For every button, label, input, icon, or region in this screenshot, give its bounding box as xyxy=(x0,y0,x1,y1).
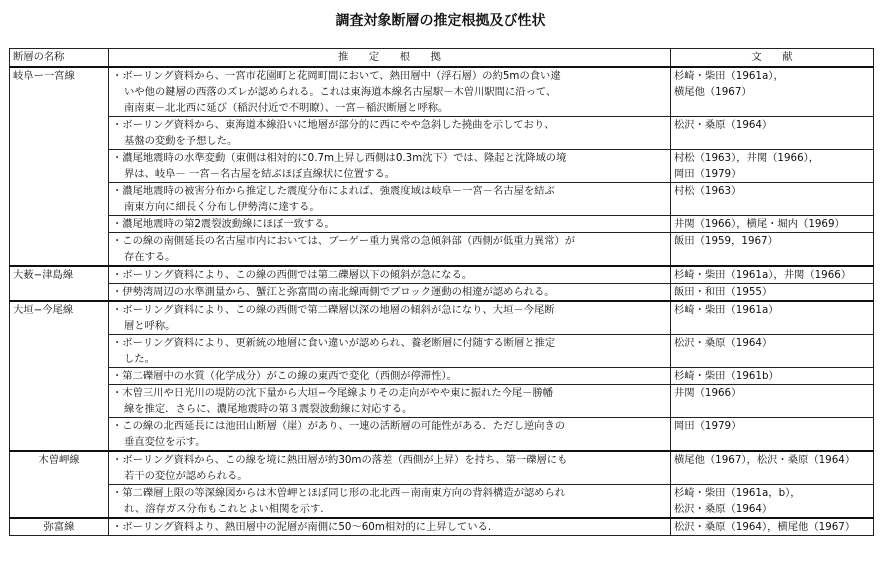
basis-line: 南南東－北北西に延び（稲沢付近で不明瞭）、一宮－稲沢断層と呼称。 xyxy=(124,102,449,114)
refs-cell xyxy=(671,67,874,117)
reference-line: 横尾他（1967） xyxy=(674,86,752,98)
basis-line: ・ボーリング資料から、東海道本線沿いに地層が部分的に西にやや急斜した撓曲を示しており、 xyxy=(112,119,555,131)
page-title: 調査対象断層の推定根拠及び性状 xyxy=(335,13,546,29)
header-basis: 推 定 根 拠 xyxy=(109,49,671,68)
fault-name-cell: 大垣−今尾線 xyxy=(10,301,109,451)
table-row xyxy=(10,183,874,216)
table-row xyxy=(10,368,874,385)
reference-line: 岡田（1979） xyxy=(674,420,742,432)
table-body xyxy=(10,67,874,536)
table-row xyxy=(10,385,874,418)
basis-line: 界は、岐阜－ 一宮－名古屋を結ぶほぼ直線状に位置する。 xyxy=(124,168,395,180)
reference-line: 松沢・桑原（1964） xyxy=(674,119,773,131)
fault-name-cell: 弥富線 xyxy=(10,518,109,536)
header-fault-name: 断層の名称 xyxy=(10,49,109,68)
basis-cell xyxy=(109,335,671,368)
basis-cell xyxy=(109,385,671,418)
reference-line: 飯田（1959，1967） xyxy=(674,235,778,247)
fault-name-cell: 木曽岬線 xyxy=(10,451,109,518)
basis-line: 層と呼称。 xyxy=(124,320,176,332)
refs-cell xyxy=(671,485,874,519)
reference-line: 杉崎・柴田（1961b） xyxy=(674,370,779,382)
reference-line: 井関（1966），横尾・堀内（1969） xyxy=(674,218,845,230)
table-row xyxy=(10,233,874,267)
basis-cell xyxy=(109,117,671,150)
reference-line: 杉崎・柴田（1961a）， xyxy=(674,70,784,82)
basis-cell xyxy=(109,301,671,335)
reference-line: 岡田（1979） xyxy=(674,168,742,180)
refs-cell xyxy=(671,418,874,452)
basis-line: ・ボーリング資料より、熱田層中の泥層が南側に50～60m相対的に上昇している. xyxy=(112,521,492,533)
basis-line: 基盤の変動を予想した。 xyxy=(124,135,238,147)
basis-cell xyxy=(109,418,671,452)
reference-line: 杉崎・柴田（1961a，b）， xyxy=(674,487,801,499)
header-refs: 文 献 xyxy=(671,49,874,68)
basis-cell xyxy=(109,150,671,183)
reference-line: 横尾他（1967），松沢・桑原（1964） xyxy=(674,454,856,466)
table-header-row xyxy=(10,49,874,68)
refs-cell xyxy=(671,117,874,150)
refs-cell xyxy=(671,284,874,302)
basis-cell xyxy=(109,183,671,216)
reference-line: 村松（1963） xyxy=(674,185,742,197)
table-row xyxy=(10,518,874,536)
reference-line: 杉崎・柴田（1961a），井関（1966） xyxy=(674,269,852,281)
refs-cell xyxy=(671,233,874,267)
refs-cell xyxy=(671,385,874,418)
basis-line: ・濃尾地震時の水準変動（東側は相対的に0.7m上昇し西側は0.3m沈下）では、隆起と沈降域の境 xyxy=(112,152,567,164)
basis-line: した。 xyxy=(124,353,155,365)
basis-cell xyxy=(109,233,671,267)
basis-line: ・ボーリング資料により、この線の西側で第二礫層以深の地層の傾斜が急になり、大垣－今尾断 xyxy=(112,304,555,316)
reference-line: 杉崎・柴田（1961a） xyxy=(674,304,779,316)
reference-line: 松沢・桑原（1964） xyxy=(674,503,773,515)
refs-cell xyxy=(671,518,874,536)
basis-cell xyxy=(109,266,671,284)
basis-cell xyxy=(109,451,671,485)
basis-line: 南東方向に細長く分布し伊勢湾に達する。 xyxy=(124,201,320,213)
table-row xyxy=(10,284,874,302)
refs-cell xyxy=(671,368,874,385)
reference-line: 松沢・桑原（1964） xyxy=(674,337,773,349)
table-row xyxy=(10,301,874,335)
fault-table xyxy=(9,48,874,536)
basis-line: ・濃尾地震時の第2震裂波動線にほぼ一致する。 xyxy=(112,218,335,230)
basis-cell xyxy=(109,216,671,233)
table-row xyxy=(10,418,874,452)
refs-cell xyxy=(671,266,874,284)
basis-line: 垂直変位を示す。 xyxy=(124,436,206,448)
refs-cell xyxy=(671,150,874,183)
basis-line: ・伊勢湾周辺の水準測量から、蟹江と弥富間の南北線両側でブロック運動の相違が認められる。 xyxy=(112,286,555,298)
reference-line: 村松（1963），井関（1966）， xyxy=(674,152,820,164)
refs-cell xyxy=(671,335,874,368)
basis-cell xyxy=(109,368,671,385)
reference-line: 松沢・桑原（1964），横尾他（1967） xyxy=(674,521,856,533)
table-row xyxy=(10,335,874,368)
basis-line: ・ボーリング資料により、更新統の地層に食い違いが認められ、養老断層に付随する断層と推定 xyxy=(112,337,556,349)
basis-line: ・第二礫層中の水質（化学成分）がこの線の東西で変化（西側が停滞性）。 xyxy=(112,370,457,382)
basis-line: ・濃尾地震時の被害分布から推定した震度分布によれば、強震度域は岐阜－一宮－名古屋を結ぶ xyxy=(112,185,555,197)
basis-line: れ、溶存ガス分布もこれとよい相関を示す. xyxy=(124,503,324,515)
basis-line: ・ボーリング資料から、この線を境に熱田層が約30mの落差（西側が上昇）を持ち、第一礫層にも xyxy=(112,454,568,466)
basis-cell xyxy=(109,485,671,519)
basis-cell xyxy=(109,284,671,302)
basis-cell xyxy=(109,518,671,536)
table-row xyxy=(10,150,874,183)
table-row xyxy=(10,485,874,519)
basis-line: ・第二礫層上限の等深線図からは木曽岬とほぼ同じ形の北北西－南南東方向の背斜構造が認められ xyxy=(112,487,566,499)
basis-line: ・ボーリング資料から、一宮市花園町と花岡町間において、熱田層中（浮石層）の約5mの食い違 xyxy=(112,70,561,82)
basis-line: 線を推定．さらに、濃尾地震時の第３震裂波動線に対応する。 xyxy=(124,403,413,415)
basis-line: ・ボーリング資料により、この線の西側では第二礫層以下の傾斜が急になる。 xyxy=(112,269,473,281)
refs-cell xyxy=(671,183,874,216)
basis-cell xyxy=(109,67,671,117)
basis-line: ・この線の南側延長の名古屋市内においては、ブーゲー重力異常の急傾斜部（西側が低重力異常）が xyxy=(112,235,576,247)
table-row xyxy=(10,451,874,485)
reference-line: 井関（1966） xyxy=(674,387,742,399)
basis-line: いや他の鍵層の西落のズレが認められる。これは東海道本線名古屋駅－木曽川駅間に沿って、 xyxy=(124,86,557,98)
basis-line: ・木曽三川や日光川の堤防の沈下量から大垣−今尾線よりその走向がやや東に振れた今尾－勝幡 xyxy=(112,387,554,399)
fault-name-cell: 大薮−津島線 xyxy=(10,266,109,301)
fault-name-cell: 岐阜ー一宮線 xyxy=(10,67,109,266)
refs-cell xyxy=(671,216,874,233)
basis-line: 若干の変位が認められる。 xyxy=(124,470,248,482)
basis-line: ・この線の北西延長には池田山断層（崖）があり、一連の活断層の可能性がある．ただし逆向きの xyxy=(112,420,566,432)
reference-line: 飯田・和田（1955） xyxy=(674,286,773,298)
basis-line: 存在する。 xyxy=(124,251,176,263)
table-row xyxy=(10,67,874,117)
refs-cell xyxy=(671,451,874,485)
table-row xyxy=(10,216,874,233)
refs-cell xyxy=(671,301,874,335)
table-row xyxy=(10,117,874,150)
table-row xyxy=(10,266,874,284)
